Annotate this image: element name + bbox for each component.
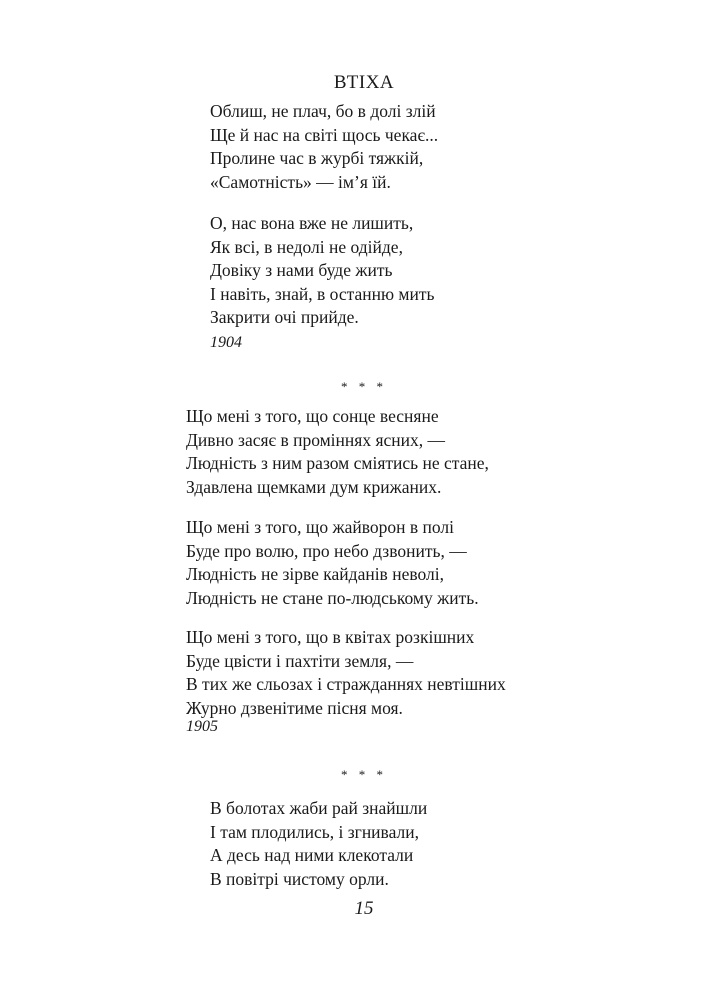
poem-line: Дивно засяє в проміннях ясних, — [186,429,445,450]
poem2-date: 1905 [186,718,218,735]
poem-line: В повітрі чистому орли. [210,868,389,889]
poem-line: В тих же сльозах і стражданнях невтішних [186,674,506,694]
poem-line: Що мені з того, що жайворон в полі [186,517,454,537]
poem-line: Буде цвісти і пахтіти земля, — [186,650,414,671]
poem-line: І там плодились, і згнивали, [210,821,419,842]
poem-line: Що мені з того, що в квітах розкішних [186,627,475,647]
poem-line: Що мені з того, що сонце весняне [186,406,439,426]
poem2-stanza-3 [186,626,506,720]
poem-line: Закрити очі прийде. [210,307,359,327]
section-separator: * * * [341,379,387,394]
poem1-stanza-2 [210,212,434,330]
poem2-stanza-1 [186,405,489,499]
poem-line: І навіть, знай, в останню мить [210,283,435,304]
page-number: 15 [354,898,374,919]
poem3-stanza-1 [210,797,427,891]
poem-line: Людність не стане по-людському жить. [186,587,479,608]
poem-line: Здавлена щемками дум крижаних. [186,476,442,497]
poem-line: Ще й нас на світі щось чекає... [210,124,439,145]
poem-line: Облиш, не плач, бо в долі злій [210,101,436,121]
poem-line: А десь над ними клекотали [210,845,414,865]
poem-line: «Самотність» — ім’я їй. [210,171,391,192]
poem-line: Довіку з нами буде жить [210,260,393,280]
poem-line: Буде про волю, про небо дзвонить, — [186,540,467,561]
poem-line: Пролине час в журбі тяжкій, [210,148,424,168]
poem-line: Людність з ним разом сміятись не стане, [186,453,489,473]
poem1-date: 1904 [210,334,242,351]
poem1-stanza-1 [210,100,438,194]
poem2-stanza-2 [186,516,479,610]
poem-line: Людність не зірве кайданів неволі, [186,564,444,584]
poem-line: В болотах жаби рай знайшли [210,798,428,818]
poem-line: Як всі, в недолі не одійде, [210,236,403,257]
poem-line: О, нас вона вже не лишить, [210,213,414,233]
poem-line: Журно дзвенітиме пісня моя. [186,697,403,718]
section-separator: * * * [341,767,387,782]
poem-title: ВТІХА [333,72,395,93]
